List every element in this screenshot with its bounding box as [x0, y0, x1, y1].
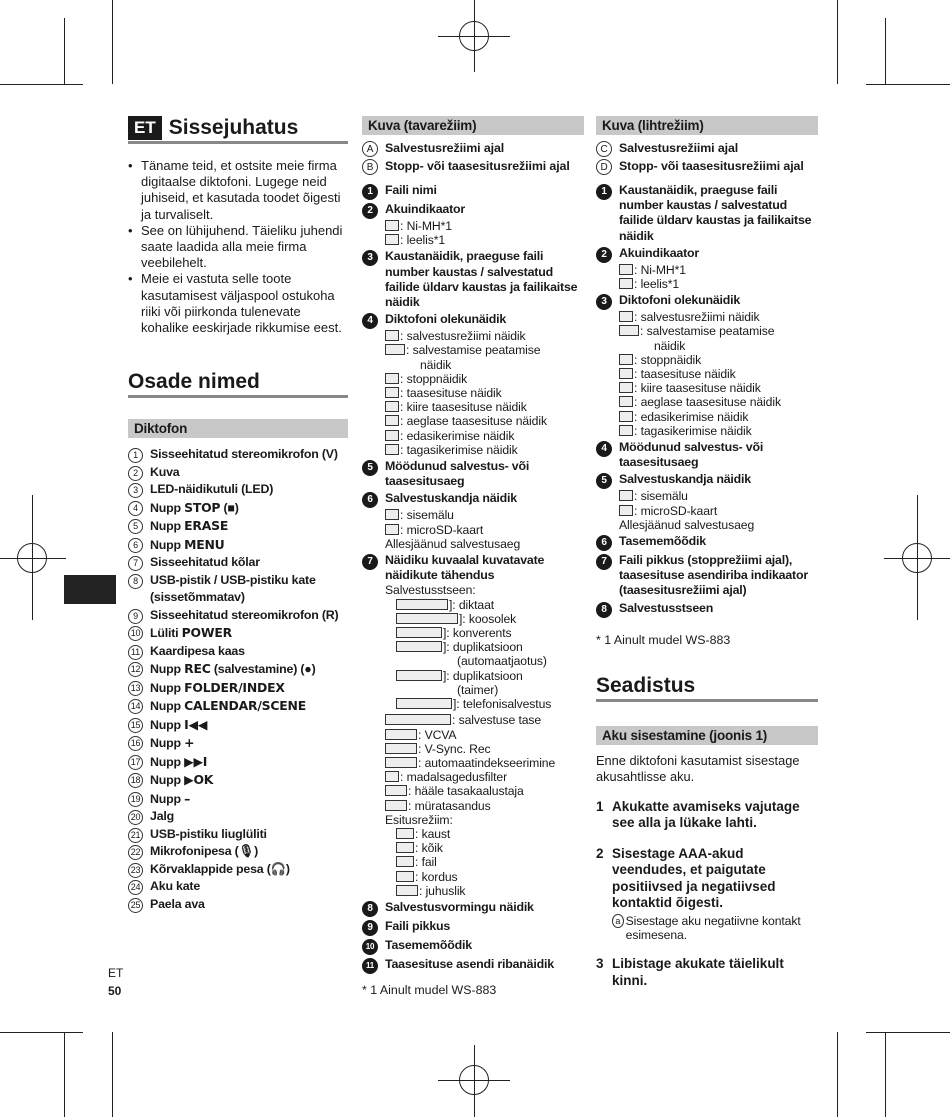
setup-step: 2 Sisestage AAA-akud veendudes, et paigutate positiivsed ja negatiivsed kontaktid õigesti. [596, 845, 776, 911]
bullet-item: • Meie ei vastuta selle toote kasutamisest väljaspool ostukoha riiki või piirkonda tulenevate kohalike eeskirjade rikkumise eest. [128, 271, 348, 336]
parts-list-item: 17 Nupp ▶▶I [128, 753, 348, 772]
parts-list-item: 6 Nupp MENU [128, 536, 348, 555]
display-normal-heading: Kuva (tavarežiim) [362, 116, 584, 135]
battery-subheading: Aku sisestamine (joonis 1) [596, 726, 818, 745]
bullet-item: • Täname teid, et ostsite meie firma digitaalse diktofoni. Lugege neid juhiseid, et kasutada toodet õigesti ja turvaliselt. [128, 158, 348, 223]
display-subitem: : müratasandus [362, 799, 584, 813]
display-subitem: : taasesituse näidik [596, 367, 818, 381]
crop-mark [64, 1032, 65, 1117]
parts-list-item: 5 Nupp ERASE [128, 517, 348, 536]
display-item: 4 Diktofoni olekunäidik [362, 312, 584, 329]
display-subitem: : salvestusrežiimi näidik [362, 329, 584, 343]
display-item: 5 Salvestuskandja näidik [596, 472, 818, 489]
registration-mark [459, 1065, 489, 1095]
display-item: 4 Möödunud salvestus- või taasesitusaeg [596, 440, 818, 470]
parts-list-item: 4 Nupp STOP (■) [128, 499, 348, 518]
language-badge: ET [128, 116, 162, 140]
display-subitem: : leelis*1 [596, 277, 818, 291]
display-subitem: : kiire taasesituse näidik [596, 381, 818, 395]
parts-list-item: 10 Lüliti POWER [128, 624, 348, 643]
display-subitem: Salvestusstseen: [385, 583, 476, 598]
footer-language: ET [108, 966, 124, 980]
display-subitem: ]: koosolek [362, 612, 584, 626]
display-subitem: : microSD-kaart [362, 523, 584, 537]
setup-title: Seadistus [596, 673, 696, 697]
display-item: 11 Taasesituse asendi ribanäidik [362, 957, 584, 974]
bullet-item: • See on lühijuhend. Täieliku juhendi saate laadida alla meie firma veebilehelt. [128, 223, 348, 272]
display-subitem: : sisemälu [596, 489, 818, 503]
crop-mark [112, 1032, 113, 1117]
display-subitem: Allesjäänud salvestusaeg [619, 517, 755, 532]
display-item: 1 Kaustanäidik, praeguse faili number kaustas / salvestatud failide üldarv kaustas ja failikaitse näidik [596, 183, 818, 244]
intro-bullets [128, 158, 348, 336]
registration-mark [17, 543, 47, 573]
display-subitem: : leelis*1 [362, 233, 584, 247]
crop-mark [885, 1032, 886, 1117]
parts-list-item: 15 Nupp I◀◀ [128, 716, 348, 735]
mode-item: C Salvestusrežiimi ajal [596, 141, 818, 157]
parts-list-item: 24 Aku kate [128, 878, 348, 896]
display-subitem: : V-Sync. Rec [362, 742, 584, 756]
setup-step: 3 Libistage akukate täielikult kinni. [596, 956, 784, 988]
display-item: 2 Akuindikaator [596, 246, 818, 263]
parts-list-item: 7 Sisseehitatud kõlar [128, 554, 348, 572]
setup-step: 1 Akukatte avamiseks vajutage see alla ja lükake lahti. [596, 798, 800, 831]
crop-mark [837, 1032, 838, 1117]
intro-title: Sissejuhatus [168, 116, 299, 139]
parts-list-item: 14 Nupp CALENDAR/SCENE [128, 697, 348, 716]
column-display-simple [596, 116, 818, 989]
footnote: * 1 Ainult mudel WS-883 [596, 632, 731, 647]
display-item: 8 Salvestusstseen [596, 601, 818, 618]
display-subitem: : kõik [362, 841, 584, 855]
parts-list-item: 8 USB-pistik / USB-pistiku kate (sissetõmmatav) [128, 572, 348, 607]
display-subitem: ]: konverents [362, 626, 584, 640]
display-subitem: : Ni-MH*1 [362, 219, 584, 233]
display-subitem: : VCVA [362, 728, 584, 742]
crop-mark [112, 0, 113, 84]
mode-item: B Stopp- või taasesitusrežiimi ajal [362, 159, 584, 175]
mode-item: D Stopp- või taasesitusrežiimi ajal [596, 159, 818, 175]
parts-list-item: 3 LED-näidikutuli (LED) [128, 481, 348, 499]
display-subitem: : taasesituse näidik [362, 386, 584, 400]
registration-mark [902, 543, 932, 573]
parts-list-item: 12 Nupp REC (salvestamine) (●) [128, 660, 348, 679]
display-subitem: : aeglase taasesituse näidik [596, 395, 818, 409]
display-subitem: ]: duplikatsioon [362, 669, 584, 683]
display-subitem: (automaatjaotus) [457, 654, 547, 669]
display-item: 7 Näidiku kuvaalal kuvatavate näidikute tähendus [362, 553, 584, 583]
parts-list-item: 18 Nupp ▶OK [128, 771, 348, 790]
section-tab [64, 575, 116, 604]
display-item: 8 Salvestusvormingu näidik [362, 900, 584, 917]
display-subitem: näidik [654, 338, 686, 353]
parts-subheading: Diktofon [128, 419, 348, 438]
display-subitem: : hääle tasakaalustaja [362, 784, 584, 798]
display-item: 6 Tasememõõdik [596, 534, 818, 551]
display-subitem: (taimer) [457, 682, 499, 697]
parts-list-item: 23 Kõrvaklappide pesa (🎧) [128, 861, 348, 879]
parts-list-item: 2 Kuva [128, 464, 348, 482]
setup-substep: a Sisestage aku negatiivne kontakt esimesena. [596, 914, 818, 942]
display-item: 1 Faili nimi [362, 183, 584, 200]
display-item: 5 Möödunud salvestus- või taasesitusaeg [362, 459, 584, 489]
display-subitem: : automaatindekseerimine [362, 756, 584, 770]
display-subitem: : kaust [362, 827, 584, 841]
display-subitem: ]: diktaat [362, 598, 584, 612]
display-subitem: : salvestamise peatamise [362, 343, 584, 357]
parts-list-item: 16 Nupp + [128, 734, 348, 753]
parts-list-item: 11 Kaardipesa kaas [128, 643, 348, 661]
display-subitem: ]: telefonisalvestus [362, 697, 584, 711]
crop-mark [837, 0, 838, 84]
setup-heading [596, 674, 818, 702]
display-subitem: näidik [420, 357, 452, 372]
crop-mark [0, 1032, 83, 1033]
display-subitem: Esitusrežiim: [385, 812, 453, 827]
intro-heading [128, 116, 348, 144]
page-number: 50 [108, 984, 122, 998]
parts-heading [128, 370, 348, 398]
display-subitem: : salvestusrežiimi näidik [596, 310, 818, 324]
display-item: 9 Faili pikkus [362, 919, 584, 936]
display-subitem: : Ni-MH*1 [596, 263, 818, 277]
display-subitem: : edasikerimise näidik [596, 410, 818, 424]
display-subitem: : microSD-kaart [596, 504, 818, 518]
parts-list-item: 9 Sisseehitatud stereomikrofon (R) [128, 607, 348, 625]
display-simple-heading: Kuva (lihtrežiim) [596, 116, 818, 135]
display-item: 3 Diktofoni olekunäidik [596, 293, 818, 310]
display-item: 6 Salvestuskandja näidik [362, 491, 584, 508]
registration-mark [459, 21, 489, 51]
display-subitem: Allesjäänud salvestusaeg [385, 536, 521, 551]
display-subitem: : edasikerimise näidik [362, 429, 584, 443]
mode-item: A Salvestusrežiimi ajal [362, 141, 584, 157]
display-subitem: : juhuslik [362, 884, 584, 898]
display-subitem: : madalsagedusfilter [362, 770, 584, 784]
parts-list-item: 21 USB-pistiku liuglüliti [128, 826, 348, 844]
display-subitem: : kordus [362, 870, 584, 884]
column-display-normal [362, 116, 584, 998]
display-item: 2 Akuindikaator [362, 202, 584, 219]
parts-list-item: 22 Mikrofonipesa (🎙) [128, 843, 348, 861]
crop-mark [64, 18, 65, 84]
parts-list-item: 13 Nupp FOLDER/INDEX [128, 679, 348, 698]
setup-intro: Enne diktofoni kasutamist sisestage akusahtlisse aku. [596, 752, 800, 784]
display-subitem: : tagasikerimise näidik [362, 443, 584, 457]
display-subitem: : stoppnäidik [362, 372, 584, 386]
display-item: 3 Kaustanäidik, praeguse faili number kaustas / salvestatud failide üldarv kaustas ja failikaitse näidik [362, 249, 584, 310]
display-subitem: : sisemälu [362, 508, 584, 522]
display-subitem: : aeglase taasesituse näidik [362, 414, 584, 428]
crop-mark [866, 84, 950, 85]
display-subitem: : salvestamise peatamise [596, 324, 818, 338]
parts-list [128, 446, 348, 913]
crop-mark [866, 1032, 950, 1033]
column-intro [128, 116, 348, 913]
parts-title: Osade nimed [128, 370, 260, 394]
display-subitem: : tagasikerimise näidik [596, 424, 818, 438]
display-item: 10 Tasememõõdik [362, 938, 584, 955]
display-subitem: : fail [362, 855, 584, 869]
display-subitem: ]: duplikatsioon [362, 640, 584, 654]
parts-list-item: 25 Paela ava [128, 896, 348, 914]
display-subitem: : kiire taasesituse näidik [362, 400, 584, 414]
footnote: * 1 Ainult mudel WS-883 [362, 982, 497, 997]
display-item: 7 Faili pikkus (stopprežiimi ajal), taasesituse asendiriba indikaator (taasesitusrežiimi ajal) [596, 553, 818, 599]
crop-mark [885, 18, 886, 84]
display-subitem: : salvestuse tase [362, 713, 584, 727]
crop-mark [0, 84, 83, 85]
parts-list-item: 20 Jalg [128, 808, 348, 826]
display-subitem: : stoppnäidik [596, 353, 818, 367]
parts-list-item: 19 Nupp – [128, 790, 348, 809]
parts-list-item: 1 Sisseehitatud stereomikrofon (V) [128, 446, 348, 464]
